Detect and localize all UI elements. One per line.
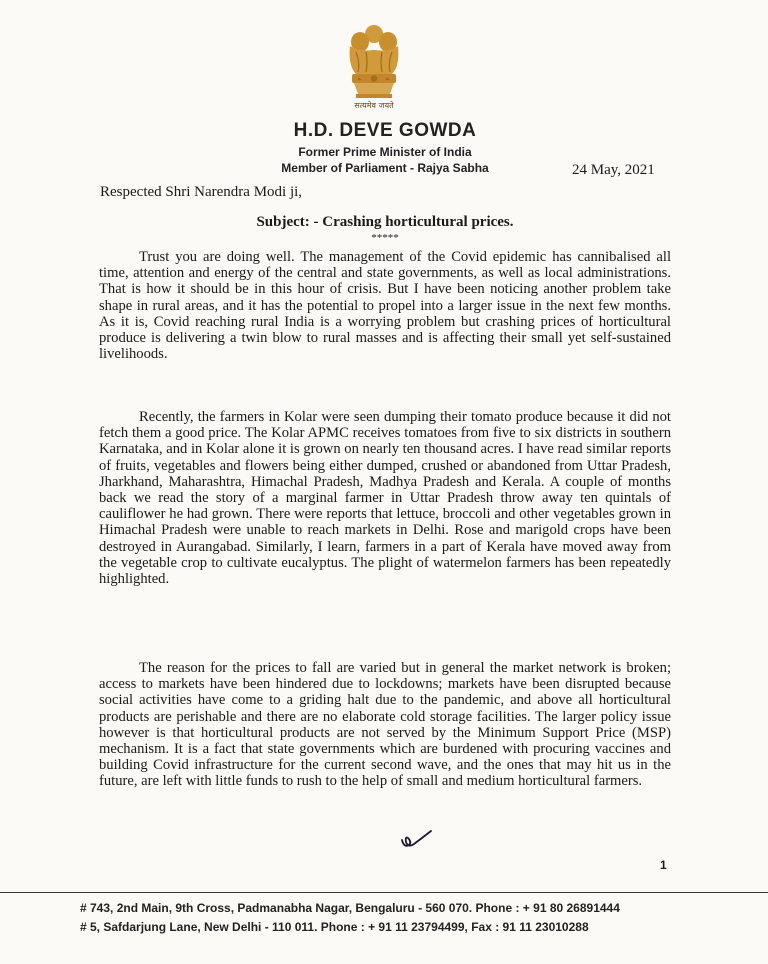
- subject-separator: *****: [371, 232, 399, 244]
- body-paragraph-3: The reason for the prices to fall are varied but in general the market network is broken; access to markets have been hindered due to lockdowns; markets have been disrupted because social activities have come to a griding halt due to the pandemic, and above all horticultural products are perishable and there are no elaborate cold storage facilities. The larger policy issue however is that horticultural products are not served by the Minimum Support Price (MSP) mechanism. It is a fact that state governments which are burdened with procuring vaccines and building Covid infrastructure for the current second wave, and the ones that may hit us in the future, are left with little funds to rush to the help of small and medium horticultural farmers.: [99, 660, 671, 790]
- sender-designation-former-pm: Former Prime Minister of India: [298, 145, 472, 159]
- ashoka-lion-emblem-icon: [340, 22, 408, 112]
- footer-address-new-delhi: # 5, Safdarjung Lane, New Delhi - 110 011. Phone : + 91 11 23794499, Fax : 91 11 23010288: [80, 920, 589, 934]
- footer-address-bengaluru: # 743, 2nd Main, 9th Cross, Padmanabha Nagar, Bengaluru - 560 070. Phone : + 91 80 26891444: [80, 901, 620, 915]
- handwritten-initials-signature: [398, 828, 434, 852]
- sender-designation-mp: Member of Parliament - Rajya Sabha: [281, 161, 489, 175]
- letter-date: 24 May, 2021: [572, 162, 655, 178]
- body-paragraph-2: Recently, the farmers in Kolar were seen dumping their tomato produce because it did not fetch them a good price. The Kolar APMC receives tomatoes from five to six districts in southern Karnataka, and in Kolar alone it is grown on nearly ten thousand acres. I have read similar reports of fruits, vegetables and flowers being either dumped, crushed or abandoned from Uttar Pradesh, Jharkhand, Maharashtra, Himachal Pradesh, Madhya Pradesh and Kerala. A couple of months back we read the story of a marginal farmer in Uttar Pradesh throw away ten quintals of cauliflower he had grown. There were reports that lettuce, broccoli and other vegetables grown in Himachal Pradesh were unable to reach markets in Delhi. Rose and marigold crops have been destroyed in Aurangabad. Similarly, I learn, farmers in a part of Kerala have moved away from the vegetable crop to cultivate eucalyptus. The plight of watermelon farmers has been repeatedly highlighted.: [99, 409, 671, 588]
- salutation: Respected Shri Narendra Modi ji,: [100, 184, 303, 200]
- body-paragraph-1: Trust you are doing well. The management of the Covid epidemic has cannibalised all time, attention and energy of the central and state governments, as well as local administrations. That is how it should be in this hour of crisis. But I have been noticing another problem take shape in rural areas, and it has the potential to propel into a larger issue in the next few months. As it is, Covid reaching rural India is a worrying problem but crashing prices of horticultural produce is delivering a twin blow to rural masses and is affecting their small yet self-sustained livelihoods.: [99, 249, 671, 363]
- sender-name: H.D. DEVE GOWDA: [293, 120, 477, 141]
- emblem-motto: सत्यमेव जयते: [354, 101, 394, 110]
- page-number: 1: [660, 858, 667, 872]
- footer-divider: [0, 892, 768, 893]
- subject-line: Subject: - Crashing horticultural prices.: [256, 214, 514, 230]
